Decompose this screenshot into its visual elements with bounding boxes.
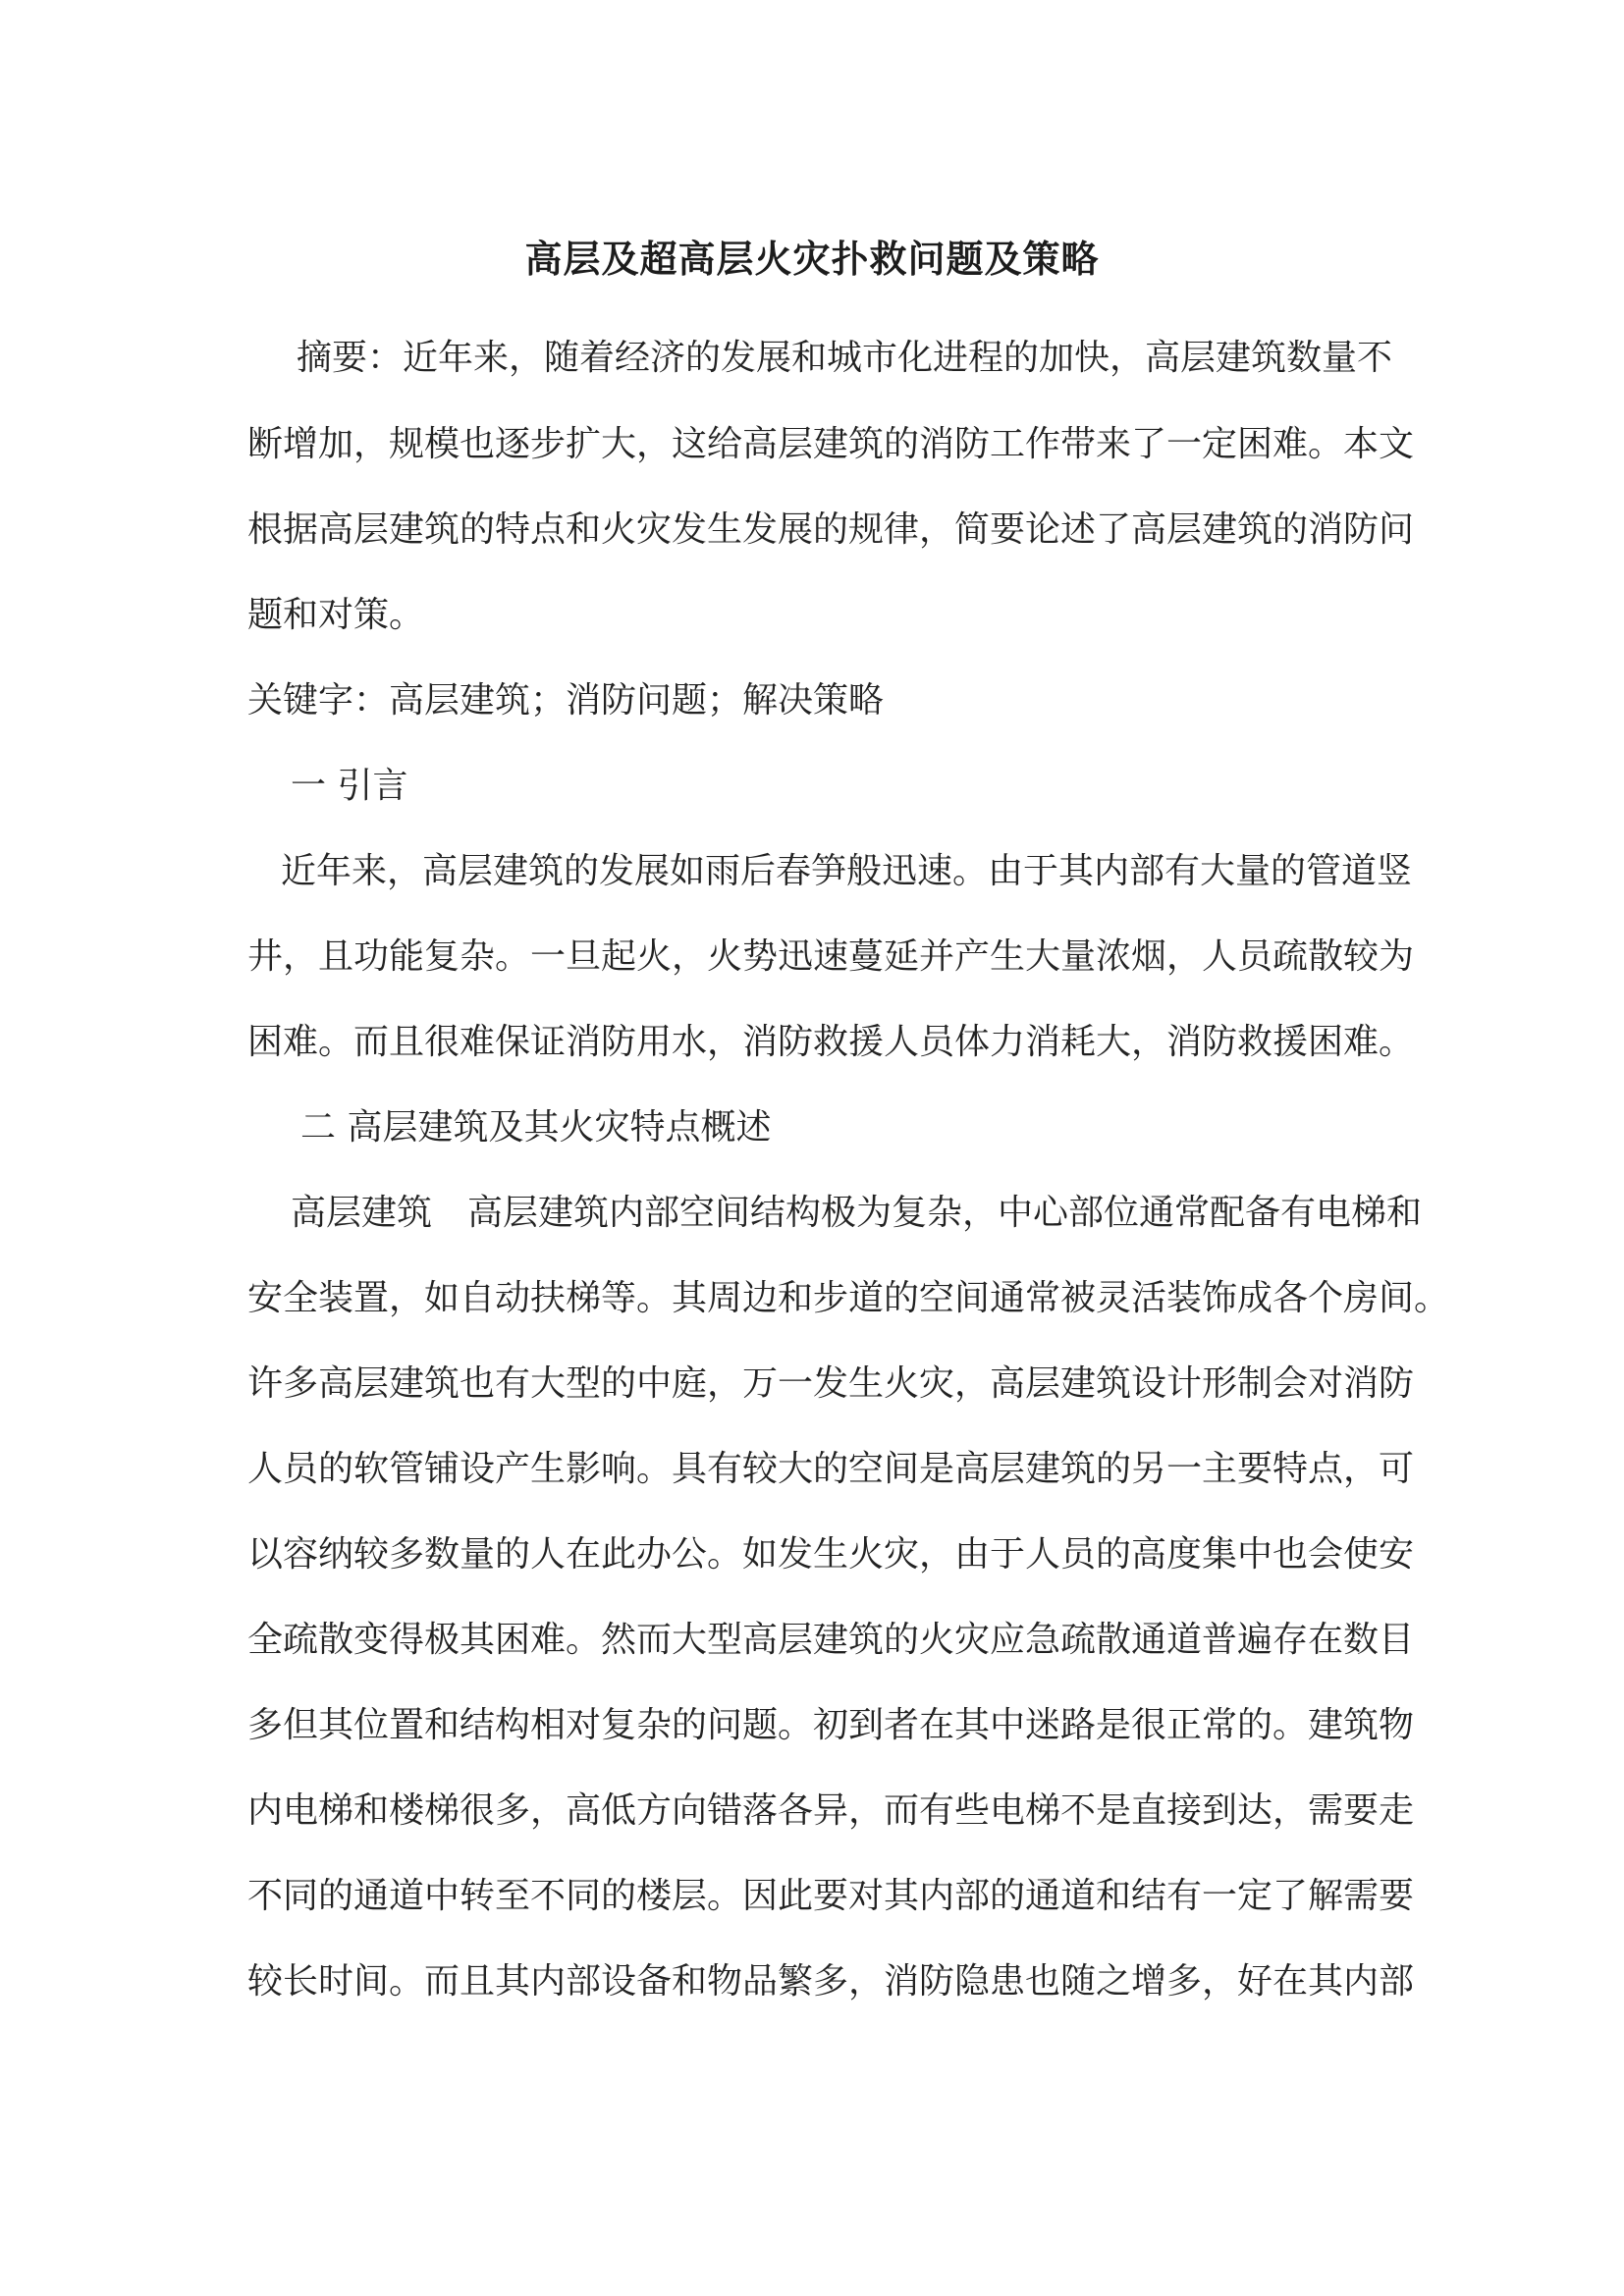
keywords-line: 关键字：高层建筑；消防问题；解决策略 bbox=[247, 680, 885, 721]
abstract-line-4: 题和对策。 bbox=[247, 595, 425, 635]
overview-line-3: 许多高层建筑也有大型的中庭，万一发生火灾，高层建筑设计形制会对消防 bbox=[247, 1363, 1415, 1404]
intro-line-2: 井，且功能复杂。一旦起火，火势迅速蔓延并产生大量浓烟，人员疏散较为 bbox=[247, 936, 1415, 977]
overview-line-2: 安全装置，如自动扶梯等。其周边和步道的空间通常被灵活装饰成各个房间。 bbox=[247, 1278, 1450, 1318]
abstract-line-2: 断增加，规模也逐步扩大，这给高层建筑的消防工作带来了一定困难。本文 bbox=[247, 424, 1415, 464]
section-heading-intro: 一 引言 bbox=[291, 766, 408, 806]
abstract-line-1: 摘要：近年来，随着经济的发展和城市化进程的加快，高层建筑数量不 bbox=[297, 338, 1393, 378]
section-heading-overview: 二 高层建筑及其火灾特点概述 bbox=[300, 1107, 772, 1148]
abstract-line-3: 根据高层建筑的特点和火灾发生发展的规律，简要论述了高层建筑的消防问 bbox=[247, 509, 1415, 550]
overview-line-9: 不同的通道中转至不同的楼层。因此要对其内部的通道和结有一定了解需要 bbox=[247, 1876, 1415, 1916]
intro-line-1: 近年来，高层建筑的发展如雨后春笋般迅速。由于其内部有大量的管道竖 bbox=[281, 851, 1413, 891]
overview-line-8: 内电梯和楼梯很多，高低方向错落各异，而有些电梯不是直接到达，需要走 bbox=[247, 1790, 1415, 1831]
overview-line-10: 较长时间。而且其内部设备和物品繁多，消防隐患也随之增多，好在其内部 bbox=[247, 1961, 1415, 2002]
overview-line-5: 以容纳较多数量的人在此办公。如发生火灾，由于人员的高度集中也会使安 bbox=[247, 1534, 1415, 1575]
overview-line-6: 全疏散变得极其困难。然而大型高层建筑的火灾应急疏散通道普遍存在数目 bbox=[247, 1620, 1415, 1660]
overview-line-7: 多但其位置和结构相对复杂的问题。初到者在其中迷路是很正常的。建筑物 bbox=[247, 1705, 1415, 1745]
document-title: 高层及超高层火灾扑救问题及策略 bbox=[524, 238, 1100, 281]
overview-line-1: 高层建筑 高层建筑内部空间结构极为复杂，中心部位通常配备有电梯和 bbox=[291, 1193, 1423, 1233]
intro-line-3: 困难。而且很难保证消防用水，消防救援人员体力消耗大，消防救援困难。 bbox=[247, 1022, 1415, 1062]
overview-line-4: 人员的软管铺设产生影响。具有较大的空间是高层建筑的另一主要特点，可 bbox=[247, 1449, 1415, 1489]
